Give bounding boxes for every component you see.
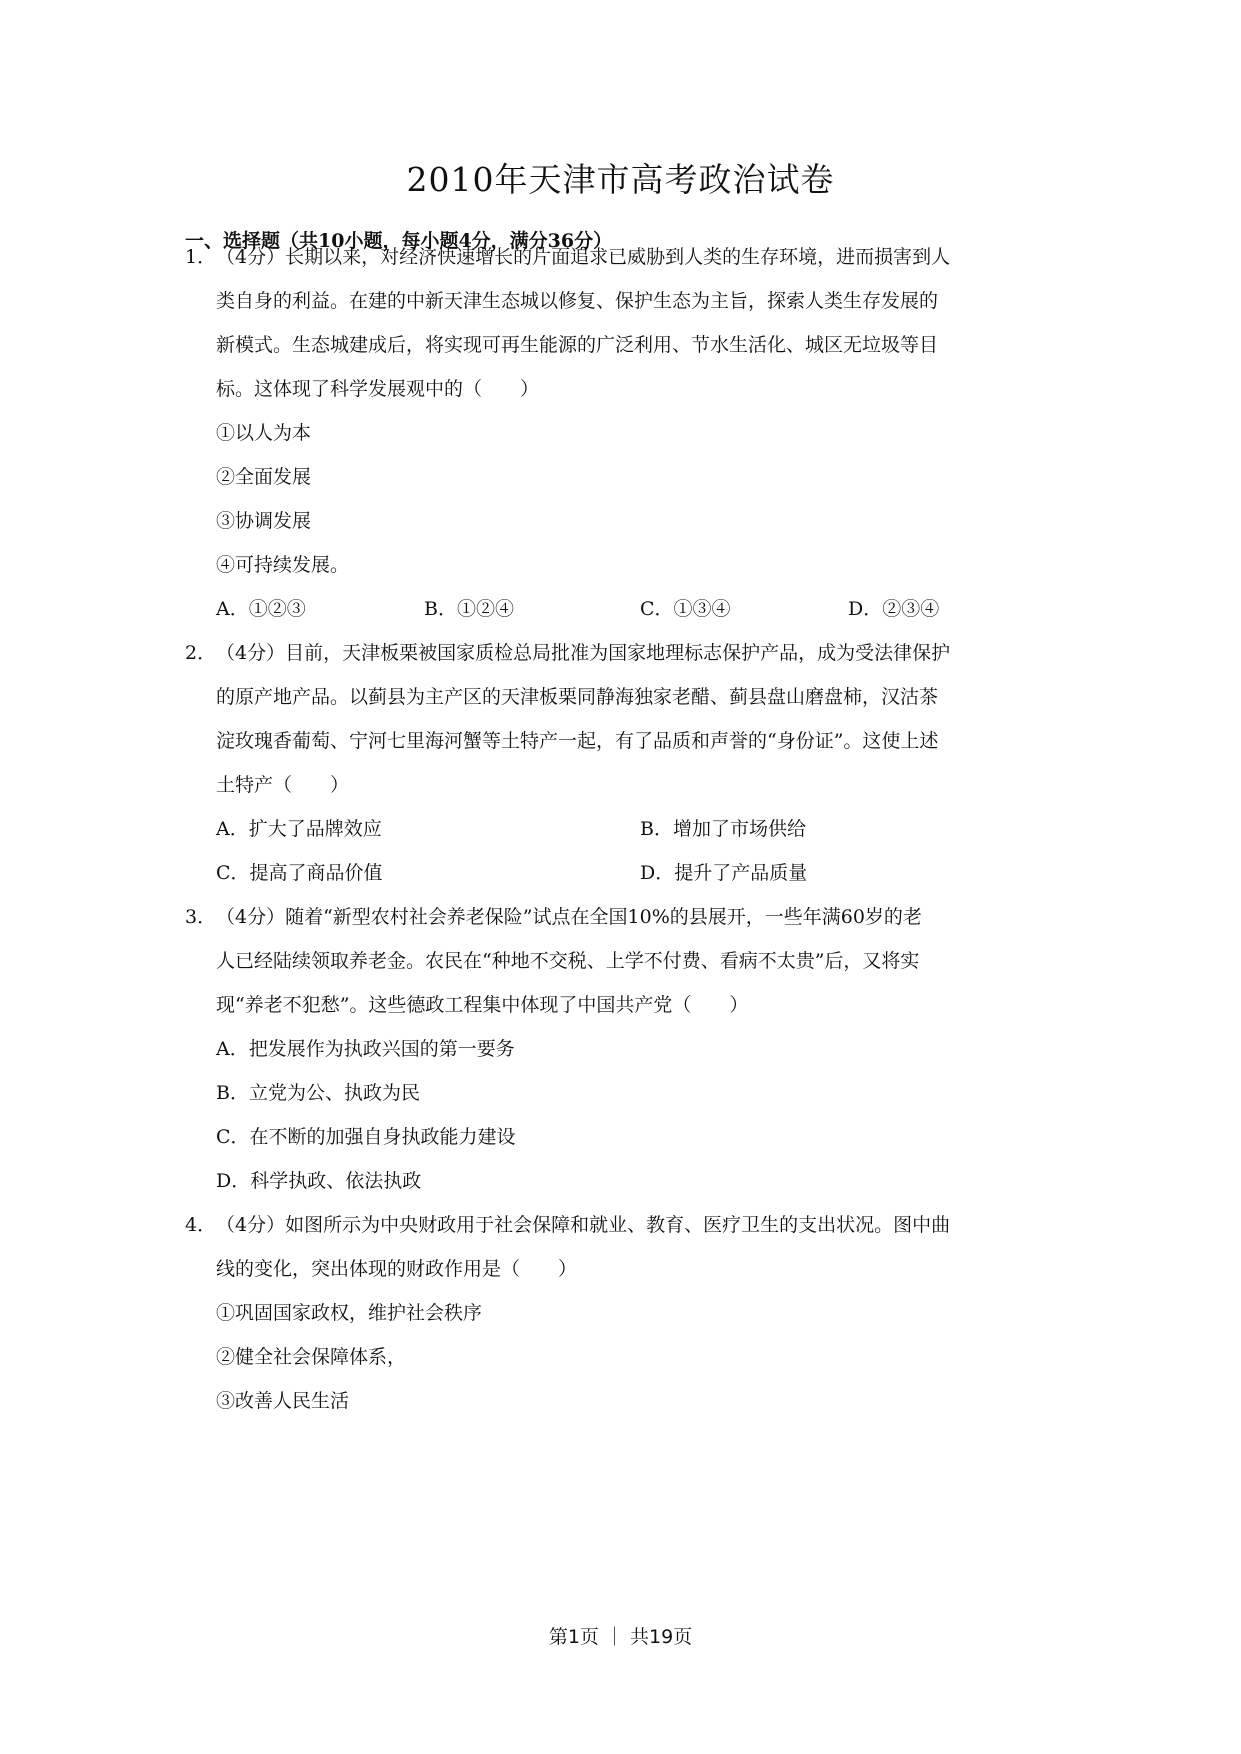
answer-option-c: C．在不断的加强自身执政能力建设 (216, 1126, 516, 1148)
question-text-line: 新模式。生态城建成后，将实现可再生能源的广泛利用、节水生活化、城区无垃圾等目 (216, 334, 939, 356)
question-text-line: 类自身的利益。在建的中新天津生态城以修复、保护生态为主旨，探索人类生存发展的 (216, 290, 939, 312)
answer-option-c: C．提高了商品价值 (216, 862, 383, 884)
question-text-line: （4分）长期以来，对经济快速增长的片面追求已威胁到人类的生存环境，进而损害到人 (216, 246, 951, 268)
question-number: 4． (185, 1214, 217, 1236)
answer-option-b: B．增加了市场供给 (640, 818, 806, 840)
statement-item: ②全面发展 (216, 466, 312, 488)
answer-option-a: A．扩大了品牌效应 (216, 818, 382, 840)
question-text-line: （4分）随着“新型农村社会养老保险”试点在全国10%的县展开，一些年满60岁的老 (216, 906, 922, 928)
question-text-line: 线的变化，突出体现的财政作用是（ ） (216, 1258, 578, 1280)
question-text-line: 标。这体现了科学发展观中的（ ） (216, 378, 540, 400)
answer-option-d: D．科学执政、依法执政 (216, 1170, 422, 1192)
statement-item: ④可持续发展。 (216, 554, 350, 576)
answer-option-a: A．①②③ (216, 598, 306, 620)
page-footer: 第1页 ｜ 共19页 (548, 1626, 693, 1648)
statement-item: ③协调发展 (216, 510, 312, 532)
document-title: 2010年天津市高考政治试卷 (406, 160, 835, 199)
statement-item: ②健全社会保障体系， (216, 1346, 407, 1368)
question-text-line: （4分）目前，天津板栗被国家质检总局批准为国家地理标志保护产品，成为受法律保护 (216, 642, 951, 664)
section-heading: 一、选择题（共10小题，每小题4分，满分36分） (185, 230, 613, 252)
statement-item: ③改善人民生活 (216, 1390, 350, 1412)
question-text-line: 现“养老不犯愁”。这些德政工程集中体现了中国共产党（ ） (216, 994, 749, 1016)
statement-item: ①巩固国家政权，维护社会秩序 (216, 1302, 483, 1324)
question-number: 1． (185, 246, 217, 268)
question-text-line: 土特产（ ） (216, 774, 350, 796)
answer-option-d: D．提升了产品质量 (640, 862, 808, 884)
answer-option-b: B．立党为公、执政为民 (216, 1082, 420, 1104)
question-text-line: 淀玫瑰香葡萄、宁河七里海河蟹等土特产一起，有了品质和声誉的“身份证”。这使上述 (216, 730, 939, 752)
question-text-line: 的原产地产品。以蓟县为主产区的天津板栗同静海独家老醋、蓟县盘山磨盘柿，汉沽茶 (216, 686, 939, 708)
answer-option-b: B．①②④ (424, 598, 514, 620)
question-text-line: （4分）如图所示为中央财政用于社会保障和就业、教育、医疗卫生的支出状况。图中曲 (216, 1214, 951, 1236)
statement-item: ①以人为本 (216, 422, 312, 444)
answer-option-c: C．①③④ (640, 598, 731, 620)
question-number: 3． (185, 906, 217, 928)
answer-option-a: A．把发展作为执政兴国的第一要务 (216, 1038, 515, 1060)
answer-option-d: D．②③④ (848, 598, 940, 620)
question-text-line: 人已经陆续领取养老金。农民在“种地不交税、上学不付费、看病不太贵”后，又将实 (216, 950, 920, 972)
question-number: 2． (185, 642, 217, 664)
